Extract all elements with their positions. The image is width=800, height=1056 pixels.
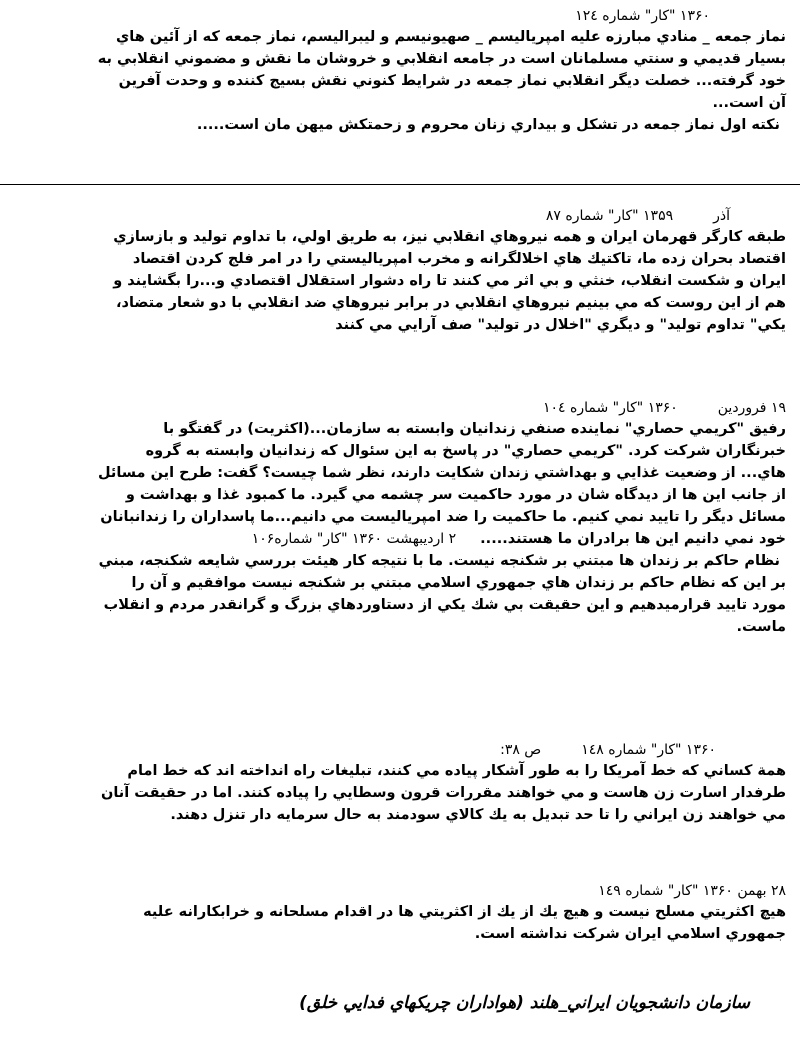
signature: سازمان دانشجويان ايراني_هلند (هواداران چريكهاي فدايي خلق) [299, 993, 750, 1013]
section-kar-148 [14, 740, 786, 826]
section-kar-149 [14, 881, 786, 945]
section-body [14, 418, 786, 638]
body-line: ماست. [736, 619, 786, 635]
section-kar-87 [14, 206, 786, 336]
section-heading [14, 740, 716, 760]
heading-date: ۱۹ فروردين [717, 400, 786, 416]
heading-page: ص ۳۸: [500, 742, 542, 758]
body-line: يكي" تداوم توليد" و ديگري "اخلال در توليد" صف آرايي مي كنند [335, 317, 786, 333]
body-line: خود نمي دانيم اين ها برادران ما هستند..... [480, 531, 786, 547]
section-kar-124 [14, 6, 786, 136]
body-line: طرفدار اسارت زن هاست و مي خواهند مقررات قرون وسطايي را پياده كنند. اما در حقيقت آنان [100, 785, 786, 801]
body-line: رفيق "كريمي حصاري" نماينده صنفي زندانيان وابسته به سازمان...(اكثريت) در گفتگو با [163, 421, 786, 437]
heading-issue: ۱۳۵۹ "کار" شماره ۸۷ [545, 208, 674, 224]
body-line: طبقه كارگر قهرمان ايران و همه نيروهاي انقلابي نيز، به طريق اولي، با تداوم توليد و بازسازي [113, 229, 786, 245]
body-line: همة كساني كه خط آمريكا را به طور آشكار پياده مي كنند، تبليغات راه انداخته اند كه خط امام [127, 763, 786, 779]
body-line: جمهوري اسلامي ايران شركت نداشته است. [474, 926, 786, 942]
heading-issue: ۱۳۶۰ "کار" شماره ۱۰٤ [543, 400, 678, 416]
heading-month: آذر [713, 208, 730, 224]
body-line: نكته اول نماز جمعه در تشكل و بيداري زنان محروم و زحمتكش ميهن مان است..... [196, 117, 780, 133]
section-heading: ۲۸ بهمن ۱۳۶۰ "کار" شماره ۱٤۹ [598, 883, 786, 899]
body-line: ايران و شكست انقلاب، خنثي و بي اثر مي كنند تا راه دشوار استقلال اقتصادي و...را بگشايند و [113, 273, 786, 289]
body-line: نظام حاكم بر زندان ها مبتني بر شكنجه نيست. ما با نتيجه كار هيئت بررسي شايعه شكنجه، مبني [98, 553, 780, 569]
section-heading [14, 398, 786, 418]
body-line: هم از اين روست كه مي بينيم نيروهاي انقلابي در برابر نيروهاي ضد انقلابي با دو شعار متضاد، [116, 295, 786, 311]
inline-heading-kar-106: ۲ ارديبهشت ۱۳۶۰ "کار" شماره۱۰۶ [251, 531, 457, 547]
body-line: هيچ اكثريتي مسلح نيست و هيچ يك از يك از اكثريتي ها در اقدام مسلحانه و خرابكارانه عليه [143, 904, 786, 920]
section-body [14, 26, 786, 136]
body-line: مورد تاييد قرارميدهيم و اين حقيقت بي شك يكي از دستاوردهاي بزرگ و گرانقدر مردم و انقلاب [103, 597, 786, 613]
body-line: از جانب اين ها از ديدگاه شان در مورد حاكميت سر چشمه مي گيرد. ما كمبود غذا و بهداشت و [125, 487, 786, 503]
body-line: خبرنگاران شركت كرد. "كريمي حصاري" در پاسخ به اين سئوال كه زندانيان وابسته به گروه [145, 443, 786, 459]
body-line-with-heading [14, 528, 786, 550]
section-divider [0, 184, 800, 185]
body-line: اقتصاد بحران زده ما، تاكتيك هاي اخلالگرانه و مخرب امپرياليستي را در امر فلج كردن اقتصاد [132, 251, 786, 267]
heading-issue: ۱۳۶۰ "کار" شماره ۱٤۸ [581, 742, 716, 758]
body-line: مي خواهند زن ايراني را تا حد تبديل به يك كالاي سودمند به حال سرمايه دار تنزل دهند. [170, 807, 786, 823]
body-line: بسيار قديمي و سنتي مسلمانان است در جامعه انقلابي و خروشان ما نقش و مضموني انقلابي به [97, 51, 786, 67]
section-body [14, 226, 786, 336]
body-line: نماز جمعه _ منادي مبارزه عليه امپرياليسم _ صهيونيسم و ليبراليسم، نماز جمعه كه از آئين هاي [115, 29, 786, 45]
body-line: مسائل ديگر را تاييد نمي كنيم. ما حاكميت را ضد امپرياليست مي دانيم...ما پاسداران را زندانبانان [100, 509, 786, 525]
section-kar-104 [14, 398, 786, 638]
section-heading: ۱۳۶۰ "کار" شماره ۱۲٤ [575, 8, 710, 24]
body-line: هاي... از وضعيت غذايي و بهداشتي زندان شكايت دارند، نظر شما چيست؟ گفت: طرح اين مسائل [97, 465, 786, 481]
section-body [14, 760, 786, 826]
section-heading [14, 206, 730, 226]
body-line: بر اين كه نظام حاكم بر زندان هاي جمهوري اسلامي مبتني بر شكنجه نيست موافقيم و آن را [131, 575, 786, 591]
body-line: آن است... [712, 95, 786, 111]
section-body [14, 901, 786, 945]
body-line: خود گرفته... خصلت ديگر انقلابي نماز جمعه در شرايط كنوني نقش بسيج كننده و وحدت آفرين [118, 73, 786, 89]
